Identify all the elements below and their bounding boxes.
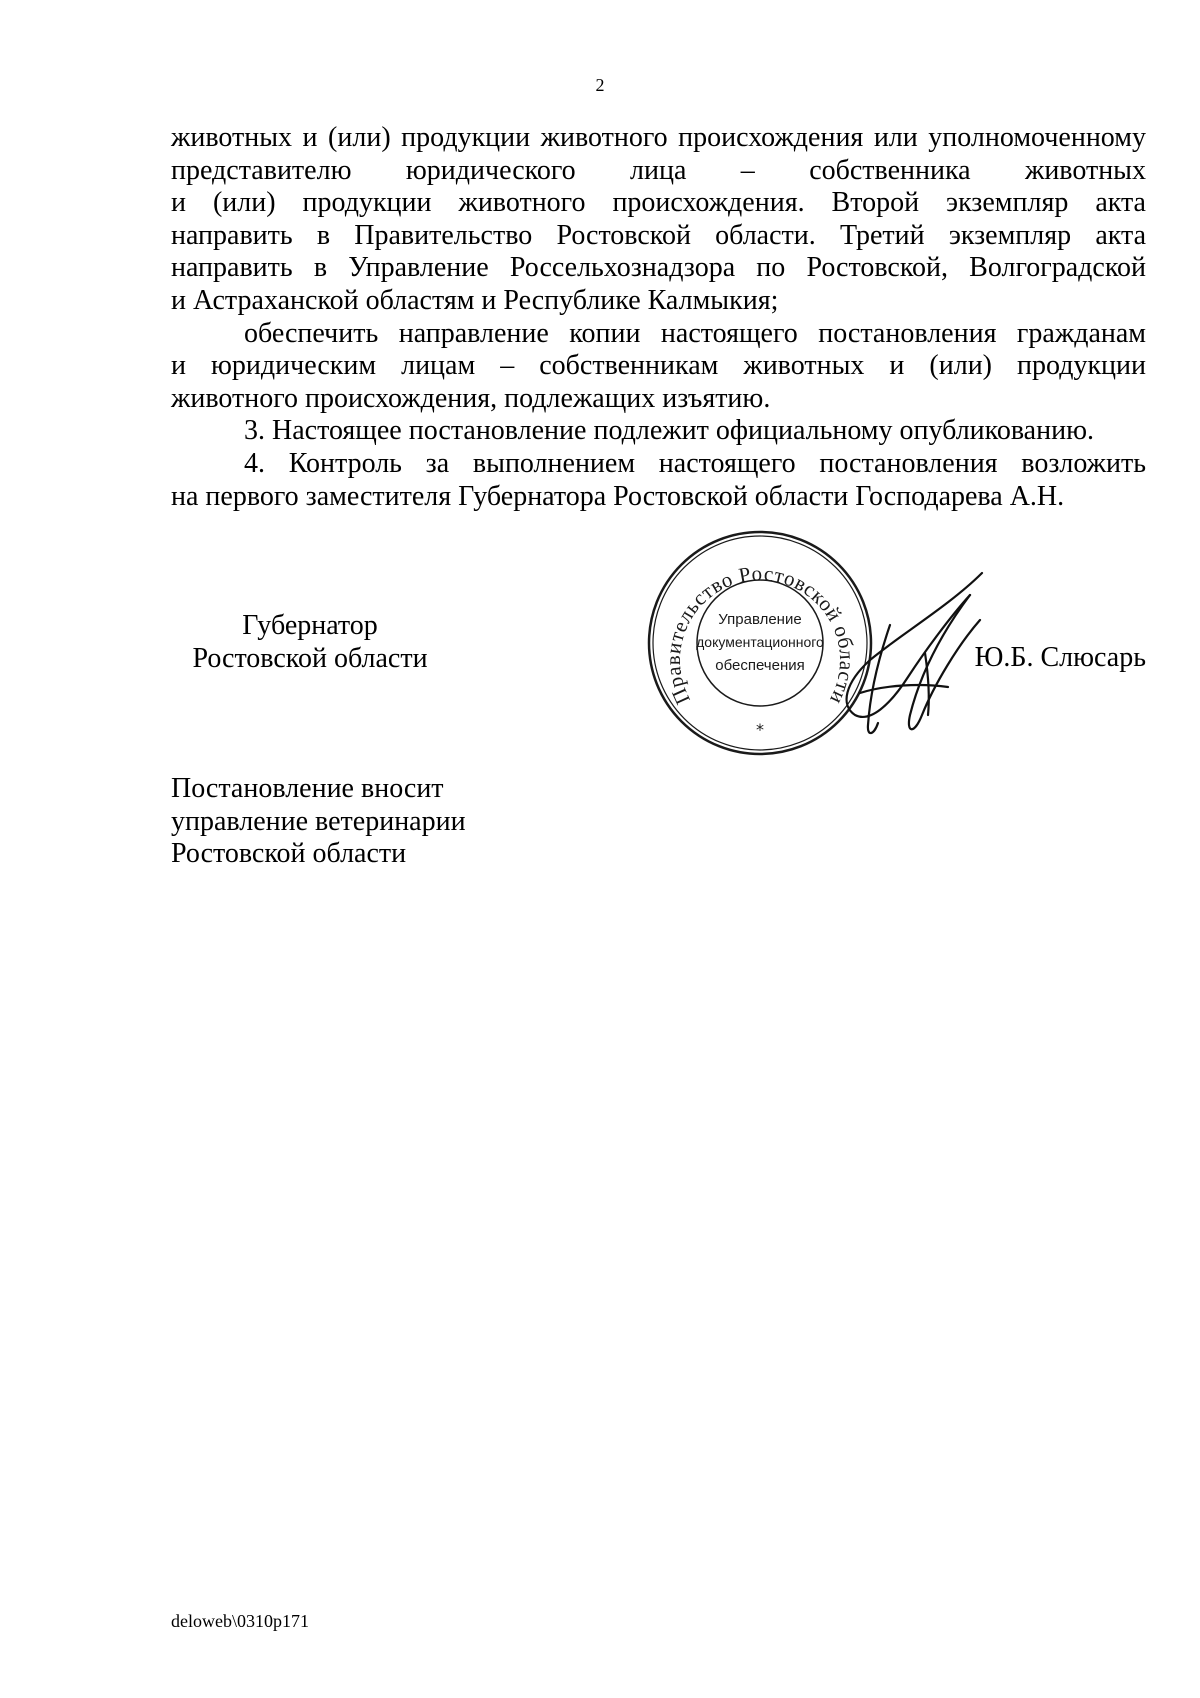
text-line: 3. Настоящее постановление подлежит официальному опубликованию.: [244, 415, 1094, 447]
text-line: направить в Правительство Ростовской области. Третий экземпляр акта: [171, 219, 1146, 251]
stamp-inner-line-1: Управление: [718, 611, 802, 628]
signatory-title: Губернатор: [242, 610, 378, 641]
paragraph-2: [171, 318, 1146, 416]
submitter-line: Ростовской области: [171, 838, 407, 870]
signatory-name: Ю.Б. Слюсарь: [974, 642, 1146, 673]
text-line: животных и (или) продукции животного происхождения или уполномоченному: [171, 122, 1146, 153]
document-reference-code: deloweb\0310p171: [171, 1611, 309, 1631]
submitter-line: управление ветеринарии: [171, 805, 466, 837]
paragraph-3: [171, 415, 1146, 448]
stamp-inner-line-3: обеспечения: [715, 657, 805, 674]
text-line: и (или) продукции животного происхождения. Второй экземпляр акта: [171, 187, 1146, 219]
text-line: представителю юридического лица – собственника животных: [171, 154, 1146, 186]
document-body: [171, 122, 1146, 513]
paragraph-1: [171, 122, 1146, 318]
stamp-inner-line-2: документационного: [696, 634, 824, 650]
text-line: обеспечить направление копии настоящего постановления гражданам: [244, 317, 1146, 349]
signatory-position: [160, 610, 460, 675]
text-line: и юридическим лицам – собственникам животных и (или) продукции: [171, 350, 1146, 382]
text-line: и Астраханской областям и Республике Калмыкия;: [171, 284, 779, 316]
text-line: направить в Управление Россельхознадзора по Ростовской, Волгоградской: [171, 252, 1146, 284]
text-line: 4. Контроль за выполнением настоящего постановления возложить: [244, 447, 1146, 479]
submitter-line: Постановление вносит: [171, 773, 444, 804]
text-line: животного происхождения, подлежащих изъятию.: [171, 382, 771, 414]
signatory-region: Ростовской области: [192, 642, 428, 674]
paragraph-4: [171, 448, 1146, 513]
submitted-by-block: [171, 773, 466, 871]
page-number: 2: [595, 75, 605, 95]
text-line: на первого заместителя Губернатора Ростовской области Господарева А.Н.: [171, 480, 1065, 512]
stamp-star: *: [756, 720, 764, 739]
stamp-outer-text: Правительство Ростовской области: [660, 561, 860, 709]
